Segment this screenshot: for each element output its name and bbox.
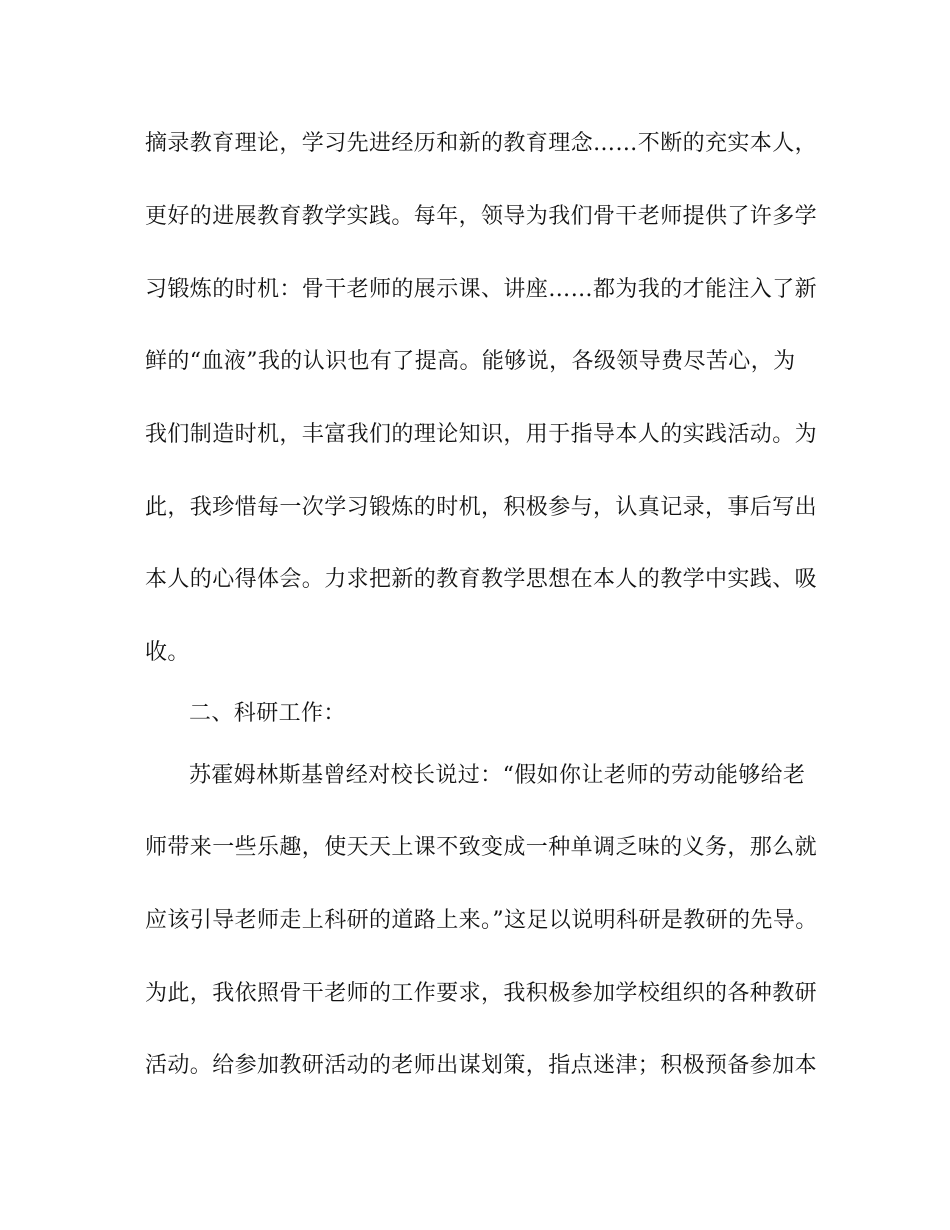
paragraph-line: 此，我珍惜每一次学习锻炼的时机，积极参与，认真记录，事后写出 bbox=[145, 495, 818, 520]
paragraph-line: 收。 bbox=[145, 640, 190, 665]
paragraph-line: 活动。给参加教研活动的老师出谋划策，指点迷津；积极预备参加本 bbox=[145, 1053, 818, 1078]
paragraph-line: 为此，我依照骨干老师的工作要求，我积极参加学校组织的各种教研 bbox=[145, 981, 818, 1006]
section-heading: 二、科研工作： bbox=[189, 701, 346, 726]
paragraph-line: 摘录教育理论，学习先进经历和新的教育理念……不断的充实本人， bbox=[145, 131, 818, 156]
paragraph-line: 我们制造时机，丰富我们的理论知识，用于指导本人的实践活动。为 bbox=[145, 422, 818, 447]
paragraph-line: 师带来一些乐趣，使天天上课不致变成一种单调乏味的义务，那么就 bbox=[145, 835, 818, 860]
paragraph-line: 习锻炼的时机：骨干老师的展示课、讲座……都为我的才能注入了新 bbox=[145, 277, 818, 302]
paragraph-line: 更好的进展教育教学实践。每年，领导为我们骨干老师提供了许多学 bbox=[145, 204, 818, 229]
paragraph-line: 本人的心得体会。力求把新的教育教学思想在本人的教学中实践、吸 bbox=[145, 567, 818, 592]
paragraph-line: 苏霍姆林斯基曾经对校长说过：“假如你让老师的劳动能够给老 bbox=[189, 763, 806, 788]
paragraph-line: 应该引导老师走上科研的道路上来。”这足以说明科研是教研的先导。 bbox=[145, 908, 818, 933]
paragraph-line: 鲜的“血液”我的认识也有了提高。能够说，各级领导费尽苦心，为 bbox=[145, 349, 796, 374]
